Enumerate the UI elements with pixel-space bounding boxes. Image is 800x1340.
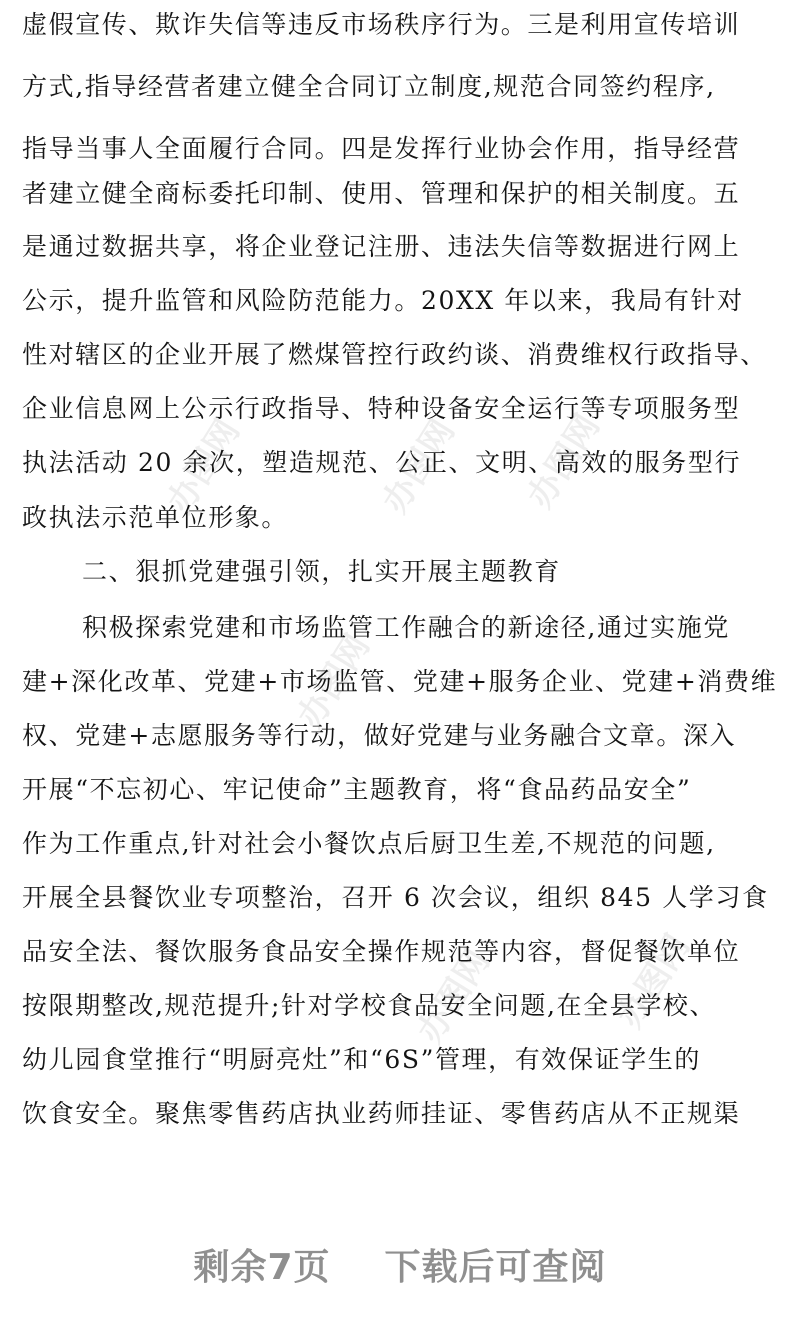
text-line: 积极探索党建和市场监管工作融合的新途径,通过实施党: [82, 613, 730, 642]
text-line: 建+深化改革、党建+市场监管、党建+服务企业、党建+消费维: [22, 667, 778, 696]
watermark: 办图网: [519, 407, 608, 516]
download-to-view-link[interactable]: 下载后可查阅: [384, 1246, 607, 1288]
watermark: 办图网: [159, 412, 248, 521]
text-line: 是通过数据共享，将企业登记注册、违法失信等数据进行网上: [22, 232, 741, 261]
watermark: 办图网: [609, 927, 698, 1036]
text-line: 企业信息网上公示行政指导、特种设备安全运行等专项服务型: [22, 394, 741, 423]
text-line: 虚假宣传、欺诈失信等违反市场秩序行为。三是利用宣传培训: [22, 10, 741, 39]
text-line: 指导当事人全面履行合同。四是发挥行业协会作用，指导经营: [22, 134, 741, 163]
text-line: 开展“不忘初心、牢记使命”主题教育，将“食品药品安全”: [22, 775, 692, 804]
text-line: 方式,指导经营者建立健全合同订立制度,规范合同签约程序,: [22, 72, 716, 101]
section-heading: 二、狠抓党建强引领，扎实开展主题教育: [82, 557, 561, 586]
text-line: 品安全法、餐饮服务食品安全操作规范等内容，督促餐饮单位: [22, 937, 741, 966]
text-line: 作为工作重点,针对社会小餐饮点后厨卫生差,不规范的问题,: [22, 829, 716, 858]
watermark: 办图网: [374, 412, 463, 521]
text-line: 公示，提升监管和风险防范能力。20XX 年以来，我局有针对: [22, 286, 744, 315]
text-line: 饮食安全。聚焦零售药店执业药师挂证、零售药店从不正规渠: [22, 1099, 741, 1128]
text-line: 者建立健全商标委托印制、使用、管理和保护的相关制度。五: [22, 179, 741, 208]
text-line: 按限期整改,规范提升;针对学校食品安全问题,在全县学校、: [22, 991, 717, 1020]
text-line: 执法活动 20 余次，塑造规范、公正、文明、高效的服务型行: [22, 448, 742, 477]
download-banner[interactable]: [0, 1234, 800, 1294]
watermark: 办图网: [409, 942, 498, 1051]
text-line: 开展全县餐饮业专项整治，召开 6 次会议，组织 845 人学习食: [22, 883, 769, 912]
remaining-pages-label[interactable]: 剩余7页: [193, 1246, 331, 1288]
text-line: 性对辖区的企业开展了燃煤管控行政约谈、消费维权行政指导、: [22, 340, 767, 369]
text-line: 政执法示范单位形象。: [22, 503, 289, 532]
text-line: 权、党建+志愿服务等行动，做好党建与业务融合文章。深入: [22, 721, 737, 750]
watermark: 办图网: [289, 627, 378, 736]
text-line: 幼儿园食堂推行“明厨亮灶”和“6S”管理，有效保证学生的: [22, 1045, 701, 1074]
